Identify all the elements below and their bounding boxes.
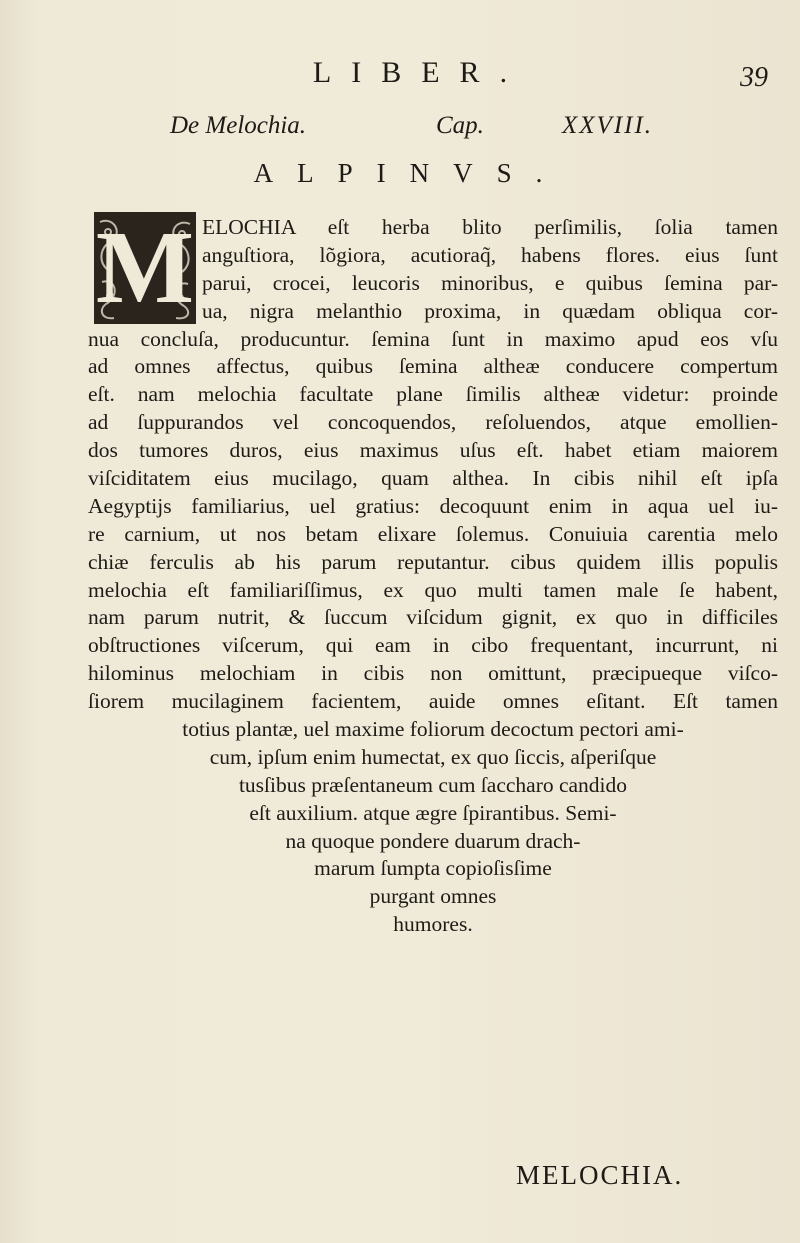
- page-number: 39: [740, 62, 768, 93]
- text-line: ad ſuppurandos vel concoquendos, reſoluendos, atque emollien-: [88, 410, 778, 435]
- chapter-heading: [170, 112, 710, 148]
- text-line: cum, ipſum enim humectat, ex quo ſiccis, aſperiſque: [209, 744, 657, 769]
- chapter-cap-label: Cap.: [436, 112, 484, 139]
- text-line: eſt auxilium. atque ægre ſpirantibus. Semi-: [249, 800, 617, 825]
- text-line: ELOCHIA eſt herba blito perſimilis, ſolia tamen: [202, 215, 778, 239]
- text-line: obſtructiones viſcerum, qui eam in cibo frequentant, incurrunt, ni: [88, 633, 778, 658]
- catchword: MELOCHIA.: [516, 1160, 684, 1190]
- text-line: ua, nigra melanthio proxima, in quædam obliqua cor-: [202, 298, 778, 323]
- text-line: eſt. nam melochia facultate plane ſimilis altheæ videtur: proinde: [88, 382, 778, 407]
- text-line: Aegyptijs familiarius, uel gratius: decoquunt enim in aqua uel iu-: [88, 493, 778, 518]
- text-line: melochia eſt familiariſſimus, ex quo multi tamen male ſe habent,: [88, 577, 778, 602]
- text-line: parui, crocei, leucoris minoribus, e quibus ſemina par-: [202, 270, 778, 295]
- text-line: anguſtiora, lõgiora, acutioraq̃, habens flores. eius ſunt: [202, 242, 778, 267]
- initial-letter: M: [95, 212, 195, 324]
- text-line: re carnium, ut nos betam elixare ſolemus. Conuiuia carentia melo: [88, 521, 778, 546]
- text-line: ſiorem mucilaginem facientem, auide omnes eſitant. Eſt tamen: [88, 689, 778, 714]
- text-line: dos tumores duros, eius maximus uſus eſt. habet etiam maiorem: [88, 438, 778, 463]
- text-line: viſciditatem eius mucilago, quam althea. In cibis nihil eſt ipſa: [88, 466, 778, 491]
- book-title: LIBER.: [312, 56, 528, 89]
- chapter-title: De Melochia.: [170, 112, 307, 139]
- text-line: nua concluſa, producuntur. ſemina ſunt in maximo apud eos vſu: [88, 326, 778, 351]
- body-text: [88, 214, 778, 939]
- text-line: na quoque pondere duarum drach-: [285, 828, 581, 853]
- text-line: marum ſumpta copioſisſime: [314, 856, 552, 881]
- text-line: nam parum nutrit, & ſuccum viſcidum gignit, ex quo in difficiles: [88, 605, 778, 630]
- text-line: purgant omnes: [369, 884, 497, 909]
- text-line: hilominus melochiam in cibis non omittunt, præcipueque viſco-: [88, 661, 778, 686]
- text-line: tusſibus præſentaneum cum ſaccharo candido: [238, 772, 628, 797]
- text-line: totius plantæ, uel maxime foliorum decoctum pectori ami-: [182, 717, 684, 742]
- running-head: [0, 52, 800, 96]
- text-line: chiæ ferculis ab his parum reputantur. cibus quidem illis populis: [88, 549, 778, 574]
- text-line: humores.: [393, 912, 473, 937]
- text-line: ad omnes affectus, quibus ſemina altheæ conducere compertum: [88, 354, 778, 379]
- chapter-number: XXVIII.: [562, 112, 654, 139]
- author-heading: ALPINVS.: [253, 158, 567, 188]
